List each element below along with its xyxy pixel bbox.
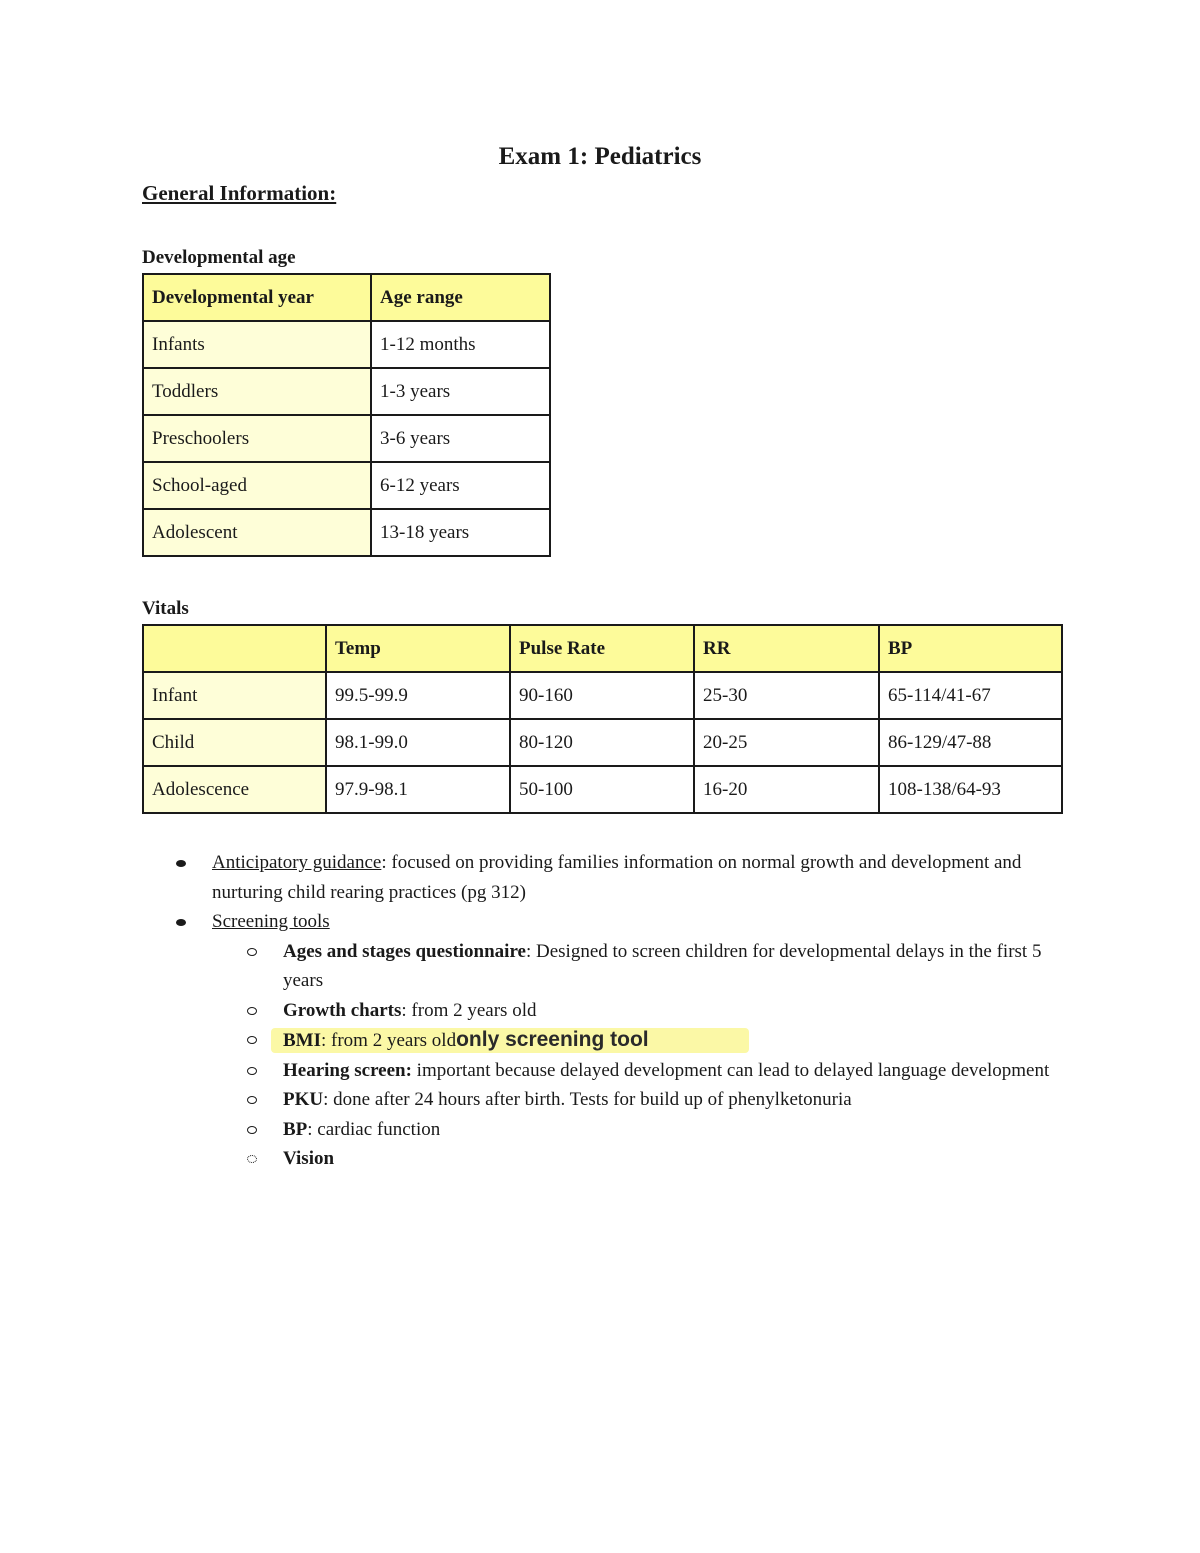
circle-bullet-icon (247, 948, 257, 956)
list-item (0, 1025, 1200, 1056)
table-cell: 6-12 years (371, 462, 550, 509)
table-row (143, 415, 550, 462)
table-cell: 86-129/47-88 (879, 719, 1062, 766)
table-cell: Adolescence (143, 766, 326, 813)
bullet-icon (176, 860, 186, 867)
table-header-cell: RR (694, 625, 879, 672)
item-description: : from 2 years old (321, 1030, 457, 1051)
item-term: BMI (283, 1030, 321, 1051)
table-row (143, 672, 1062, 719)
item-description: important because delayed development can lead to delayed language development (411, 1059, 1050, 1081)
item-description: : done after 24 hours after birth. Tests for build up of phenylketonuria (323, 1089, 852, 1110)
table-cell: Preschoolers (143, 415, 371, 462)
item-description: : from 2 years old (401, 999, 537, 1021)
bullet-list (0, 848, 1200, 1174)
table-row (143, 321, 550, 368)
table-header-cell: Temp (326, 625, 510, 672)
table-cell: Child (143, 719, 326, 766)
term-anticipatory-guidance: Anticipatory guidance (212, 852, 382, 873)
table-cell: Infants (143, 321, 371, 368)
page-title: Exam 1: Pediatrics (498, 143, 702, 170)
list-item (0, 1056, 1200, 1086)
vitals-table-caption: Vitals (142, 598, 189, 619)
table-header-cell (143, 625, 326, 672)
dotted-circle-bullet-icon (247, 1155, 257, 1163)
table-row (143, 462, 550, 509)
table-cell: 90-160 (510, 672, 694, 719)
table-cell: Adolescent (143, 509, 371, 556)
item-term: BP (283, 1118, 308, 1140)
vitals-table (142, 624, 1063, 814)
list-item-anticipatory-guidance (0, 848, 1200, 907)
table-row (143, 719, 1062, 766)
highlight-annotation (283, 1025, 649, 1056)
term-screening-tools: Screening tools (212, 911, 330, 932)
item-description: : Designed to screen children for developmental delays in the first 5 years (283, 940, 1042, 991)
sublist-container (0, 937, 1200, 1174)
table-cell: 13-18 years (371, 509, 550, 556)
list-item-screening-tools (0, 907, 1200, 937)
table-cell: 3-6 years (371, 415, 550, 462)
table-cell: 108-138/64-93 (879, 766, 1062, 813)
table-row (143, 368, 550, 415)
table-header-row (143, 274, 550, 321)
circle-bullet-icon (247, 1096, 257, 1104)
list-item (0, 1144, 1200, 1174)
item-term: Ages and stages questionnaire (283, 940, 526, 962)
circle-bullet-icon (247, 1067, 257, 1075)
list-item (0, 937, 1200, 996)
item-description: : cardiac function (307, 1118, 441, 1140)
table-cell: 25-30 (694, 672, 879, 719)
bullet-icon (176, 919, 186, 926)
table-cell: 20-25 (694, 719, 879, 766)
table-header-cell: Developmental year (143, 274, 371, 321)
table-cell: 1-12 months (371, 321, 550, 368)
circle-bullet-icon (247, 1007, 257, 1015)
list-item (0, 1115, 1200, 1145)
item-term: PKU (283, 1089, 324, 1110)
table-cell: School-aged (143, 462, 371, 509)
table-header-row (143, 625, 1062, 672)
circle-bullet-icon (247, 1126, 257, 1134)
table-cell: 50-100 (510, 766, 694, 813)
table-cell: 1-3 years (371, 368, 550, 415)
list-item (0, 1085, 1200, 1115)
notes-section (0, 848, 1200, 1174)
item-term: Hearing screen: (283, 1059, 412, 1081)
item-term: Vision (283, 1148, 335, 1169)
developmental-table-caption: Developmental age (142, 247, 296, 268)
table-cell: 16-20 (694, 766, 879, 813)
table-row (143, 509, 550, 556)
circle-bullet-icon (247, 1036, 257, 1044)
item-term: Growth charts (283, 999, 402, 1021)
table-cell: 97.9-98.1 (326, 766, 510, 813)
table-cell: 80-120 (510, 719, 694, 766)
table-cell: 65-114/41-67 (879, 672, 1062, 719)
term-description: : focused on providing families information on normal growth and development and nurturing child rearing practices (pg 312) (212, 852, 1022, 903)
table-cell: Toddlers (143, 368, 371, 415)
table-cell: 98.1-99.0 (326, 719, 510, 766)
table-header-cell: BP (879, 625, 1062, 672)
table-cell: 99.5-99.9 (326, 672, 510, 719)
table-header-cell: Age range (371, 274, 550, 321)
handwritten-annotation: only screening tool (456, 1028, 649, 1051)
developmental-age-table (142, 273, 551, 557)
sub-bullet-list (0, 937, 1200, 1174)
list-item (0, 996, 1200, 1026)
table-cell: Infant (143, 672, 326, 719)
table-row (143, 766, 1062, 813)
section-heading: General Information: (142, 181, 337, 205)
table-header-cell: Pulse Rate (510, 625, 694, 672)
